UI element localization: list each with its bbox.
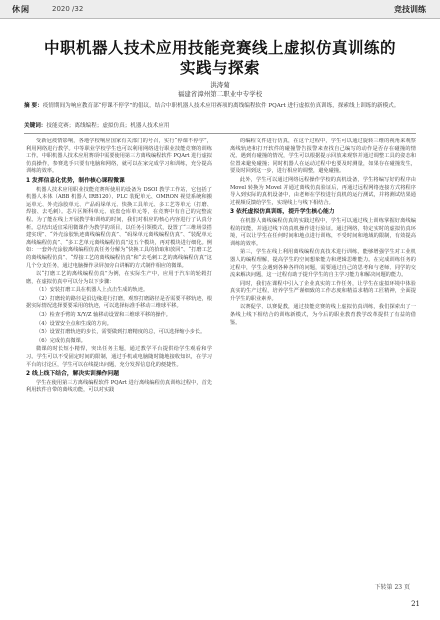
body-paragraph: 受新冠疫情影响，各地学校响应国家有关部门的号召，实行“停课不停学”，利用网络进行教学。中等职业学校学生也可以利用网络进行职业技能竞赛的训练工作。中职机器人技术应用赛项中需要使用第三方离线编程软件 PQArt 进行虚拟仿真操作，参赛选手只要有电脑和网络，就可以在家完成学习和训练，充分提高训练的效率。 — [26, 138, 212, 175]
keywords-label: 关键词： — [24, 123, 47, 129]
author-affiliation: 福建省漳州第二职业中专学校 — [177, 90, 263, 98]
body-paragraph: 微课的时长短小精悍，突出任务主题，通过教学平台提供给学生观看和学习。学生可以不受固定时间的限制，通过手机或电脑随时随地接收知识，在学习平台的讨论区，学生可以在线提出问题，充分发挥信息化的便捷性。 — [26, 346, 212, 368]
body-paragraph: 此外，学生可以通过网络远程操作学校的真机设备，学生将编写好的程序由 Movel 转换为 Movel 并通过离线仿真验证后，再通过远程网络连接方式将程序导入到实际的真机设备中，由老师在学校进行真机的运行测试，并将测试结果通过视频反馈给学生，实现线上与线下相结合。 — [230, 176, 416, 206]
keywords-text: 技能竞赛；离线编程；虚拟仿真；机器人技术应用 — [46, 123, 170, 129]
left-column — [26, 138, 212, 578]
section-heading-2: 2 线上线下结合，解决实训操作问题 — [26, 371, 120, 378]
body-paragraph: 以赛促学、以赛促教，通过技能竞赛的线上虚拟仿真训练，我们探索出了一条线上线下相结合的训练新模式，为今后的职业教育教学改革提供了有益的借鉴。 — [230, 304, 416, 326]
keywords — [24, 121, 416, 129]
article-title-line1: 中职机器人技术应用技能竞赛线上虚拟仿真训练的 — [43, 39, 396, 57]
continued-note: 下转第 23 页 — [374, 584, 410, 591]
author-name: 洪涛菊 — [210, 81, 230, 89]
column-name: 竞技训练 — [394, 5, 426, 14]
journal-header — [0, 0, 440, 19]
right-column — [230, 138, 416, 578]
page-number: 21 — [411, 600, 420, 608]
body-paragraph: 第三，学生在线上利用离线编程仿真技术进行训练，能够增强学生对工业机器人的编程理解，提高学生的空间想象能力和逻辑思维能力。在完成训练任务的过程中，学生会遇到各种各样的问题，需要通过自己的思考和与老师、同学的交流来解决问题，这一过程有助于提升学生的自主学习能力和解决问题的能力。 — [230, 249, 416, 279]
step-item: （3）检查手臂的 X/Y/Z 轴移动设置和三维球平移的操作。 — [36, 312, 171, 319]
divider — [24, 133, 416, 134]
section-heading-3: 3 依托虚拟仿真训练，提升学生核心能力 — [230, 209, 335, 216]
body-paragraph: 以“打磨工艺的离线编程仿真”为例，在实际生产中，应用于汽车的轮毂打磨，在虚拟仿真中可以分为以下步骤： — [26, 271, 212, 285]
journal-brand: 休闲 — [12, 5, 30, 14]
abstract-text: 疫情期间为响应教育部“停课不停学”的倡议，结合中职机器人技术应用赛项的离线编程软件 PQArt 进行虚拟仿真训练，探索线上训练的新模式。 — [42, 103, 400, 109]
journal-issue: 2020 /32 — [52, 5, 84, 13]
body-paragraph: 的编程文件进行仿真，在这个过程中，学生可以通过旋转三维的视角来观察离线轨迹和打开软件的碰撞警告报警来查找自己编写的动作是否存在碰撞的情况。遇到有碰撞的情况，学生可以根据提示回放来观察并通过调整工具的姿态和位置来避免碰撞；同时机器人在运动过程中也要及时测量，如果存在碰撞发生，要及时回到这一步，进行相应的调整，避免碰撞。 — [230, 138, 416, 175]
abstract — [24, 102, 416, 111]
step-item: （2）打磨轮的路径是沿边缘进行打磨，观察打磨路径是否需要平移轨迹，根据实际情况选择要要采用的轨迹，可以选择标准手移动三维球平移。 — [26, 295, 212, 310]
step-item: （1）安装打磨工具在机器人上点击生成的轨迹。 — [36, 287, 149, 294]
section-heading-1: 1 发挥信息化优势，制作核心课程微课 — [26, 177, 125, 184]
article-title-line2: 实践与探索 — [179, 59, 260, 77]
step-item: （5）设置打磨轨迹的步长，需要做到打磨精度的总，可以选择缩小步长。 — [36, 329, 206, 336]
body-paragraph: 在机器人离线编程仿真的实践过程中，学生可以通过线上训练掌握好离线编程的技能，并通过线下的真机操作进行验证。通过网络，特定实时的虚拟仿真环境，可以让学生在任何时间和地点进行训练，不受时间和地域的限制，有效提高训练的效率。 — [230, 217, 416, 247]
body-paragraph: 机器人技术应用职业技能竞赛所使用的设备为 DSOI 教学工作站，它包括了机器人本体（ABB 机器人 IRB120）、PLC 装配单元、OMRON 视觉系统和搬运单元、外壳涂胶单元、产品码垛单元、快换工具单元、多工艺等单元（打磨、焊接、去毛刺）。芯片区斯科单元、底盘仓库单元等，在竞赛中有自己的完整流程。为了能在线上开展教学和训练的时间，我们对相应的核心内容进行了认真分析。总结出适宜采用微课作为教学的项目，以任务引领模式，设置了“三维场景搭建实现”、“外壳涂胶轨迹离线编程仿真”、“码垛单元离线编程仿真”、“装配单元离线编程仿真”、“多工艺单元离线编程仿真”这五个模块，再对模块进行细化。例如：一套外壳涂胶离线编程仿真任务分解为“快换工具的拾取和放回”、“打磨工艺的离线编程仿真”、“焊接工艺的离线编程仿真”和“去毛刺工艺的离线编程仿真”这几个分支任务，通过电脑操作录屏加旁白讲解的方式制作相应的微课。 — [26, 186, 212, 269]
step-item: （6）完成仿真微课。 — [36, 337, 86, 344]
step-item: （4）设置安全点和生成的方向。 — [36, 320, 112, 327]
abstract-label: 摘 要： — [24, 103, 43, 109]
body-paragraph: 学生在使用第三方离线编程软件 PQArt 进行离线编程仿真训练过程中，首先利用软件自带的离线功能，可以对实践 — [26, 379, 212, 394]
body-paragraph: 同时，我们在课程中引入了企业真实的工作任务，让学生在虚拟环境中体验真实的生产过程，培养学生严谨细致的工作态度和精益求精的工匠精神，全面提升学生的职业素养。 — [230, 280, 416, 302]
